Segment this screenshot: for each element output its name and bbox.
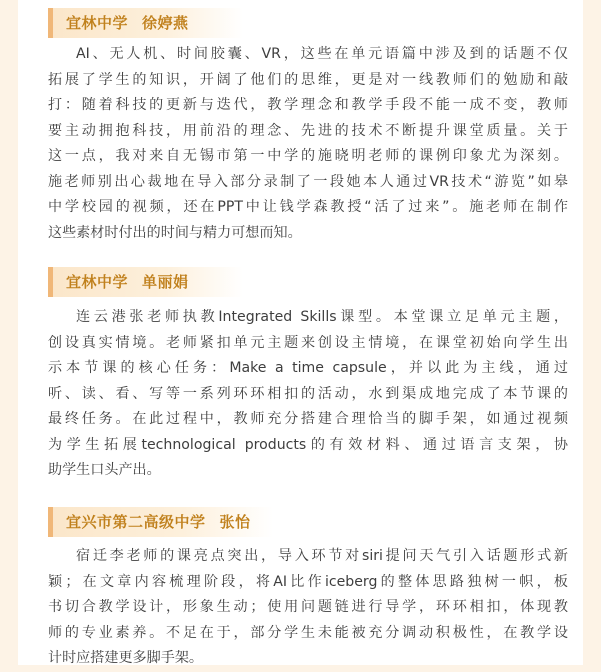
- section-header: [48, 267, 243, 297]
- author-name: 单丽娟: [142, 273, 189, 291]
- author-name: 张怡: [219, 513, 251, 531]
- paragraph-line: 拓展了学生的知识，开阔了他们的思维，更是对一线教师们的勉励和敲: [48, 71, 568, 88]
- paragraph-line: 计时应搭建更多脚手架。: [48, 650, 204, 666]
- paragraph-line: 施老师别出心裁地在导入部分录制了一段她本人通过VR技术“游览”如皋: [48, 173, 568, 190]
- paragraph-line: 最终任务。在此过程中，教师充分搭建合理恰当的脚手架，如通过视频: [48, 411, 568, 427]
- school-name: 宜林中学: [66, 273, 129, 291]
- section-header: [48, 8, 243, 38]
- school-name: 宜林中学: [66, 14, 129, 32]
- paragraph-line: 创设真实情境。老师紧扣单元主题来创设主情境，在课堂初始向学生出: [48, 334, 568, 351]
- paragraph-line: 这些素材时付出的时间与精力可想而知。: [48, 224, 302, 241]
- section-title: [66, 267, 189, 297]
- section-header: [48, 507, 273, 537]
- paragraph-line: 宿迁李老师的课亮点突出，导入环节对siri提问天气引入话题形式新: [76, 548, 568, 564]
- author-name: 徐婷燕: [142, 14, 189, 32]
- article-page: [18, 0, 583, 665]
- paragraph-line: 连云港张老师执教Integrated Skills课型。本堂课立足单元主题，: [76, 309, 568, 325]
- school-name: 宜兴市第二高级中学: [66, 513, 206, 531]
- review-paragraph: [48, 305, 568, 484]
- section-title: [66, 8, 189, 38]
- review-paragraph: [48, 544, 568, 672]
- paragraph-line: AI、无人机、时间胶囊、VR，这些在单元语篇中涉及到的话题不仅: [76, 46, 568, 62]
- paragraph-line: 要主动拥抱科技，用前沿的理念、先进的技术不断提升课堂质量。关于: [48, 122, 568, 139]
- paragraph-line: 为学生拓展technological products的有效材料、通过语言支架，协: [48, 436, 568, 453]
- header-accent-bar: [48, 507, 53, 537]
- paragraph-line: 中学校园的视频，还在PPT中让钱学森教授“活了过来”。施老师在制作: [48, 199, 568, 215]
- paragraph-line: 打：随着科技的更新与迭代，教学理念和教学手段不能一成不变，教师: [48, 97, 568, 113]
- header-accent-bar: [48, 267, 53, 297]
- header-accent-bar: [48, 8, 53, 38]
- paragraph-line: 听、读、看、写等一系列环环相扣的活动，水到渠成地完成了本节课的: [48, 385, 568, 402]
- paragraph-line: 示本节课的核心任务：Make a time capsule，并以此为主线，通过: [48, 360, 568, 376]
- section-title: [66, 507, 251, 537]
- paragraph-line: 助学生口头产出。: [48, 462, 161, 478]
- paragraph-line: 书切合教学设计，形象生动；使用问题链进行导学，环环相扣，体现教: [48, 599, 568, 615]
- paragraph-line: 颖；在文章内容梳理阶段，将AI比作iceberg的整体思路独树一帜，板: [48, 573, 568, 590]
- paragraph-line: 师的专业素养。不足在于，部分学生未能被充分调动积极性，在教学设: [48, 624, 568, 641]
- review-paragraph: [48, 42, 568, 246]
- paragraph-line: 这一点，我对来自无锡市第一中学的施晓明老师的课例印象尤为深刻。: [48, 148, 568, 164]
